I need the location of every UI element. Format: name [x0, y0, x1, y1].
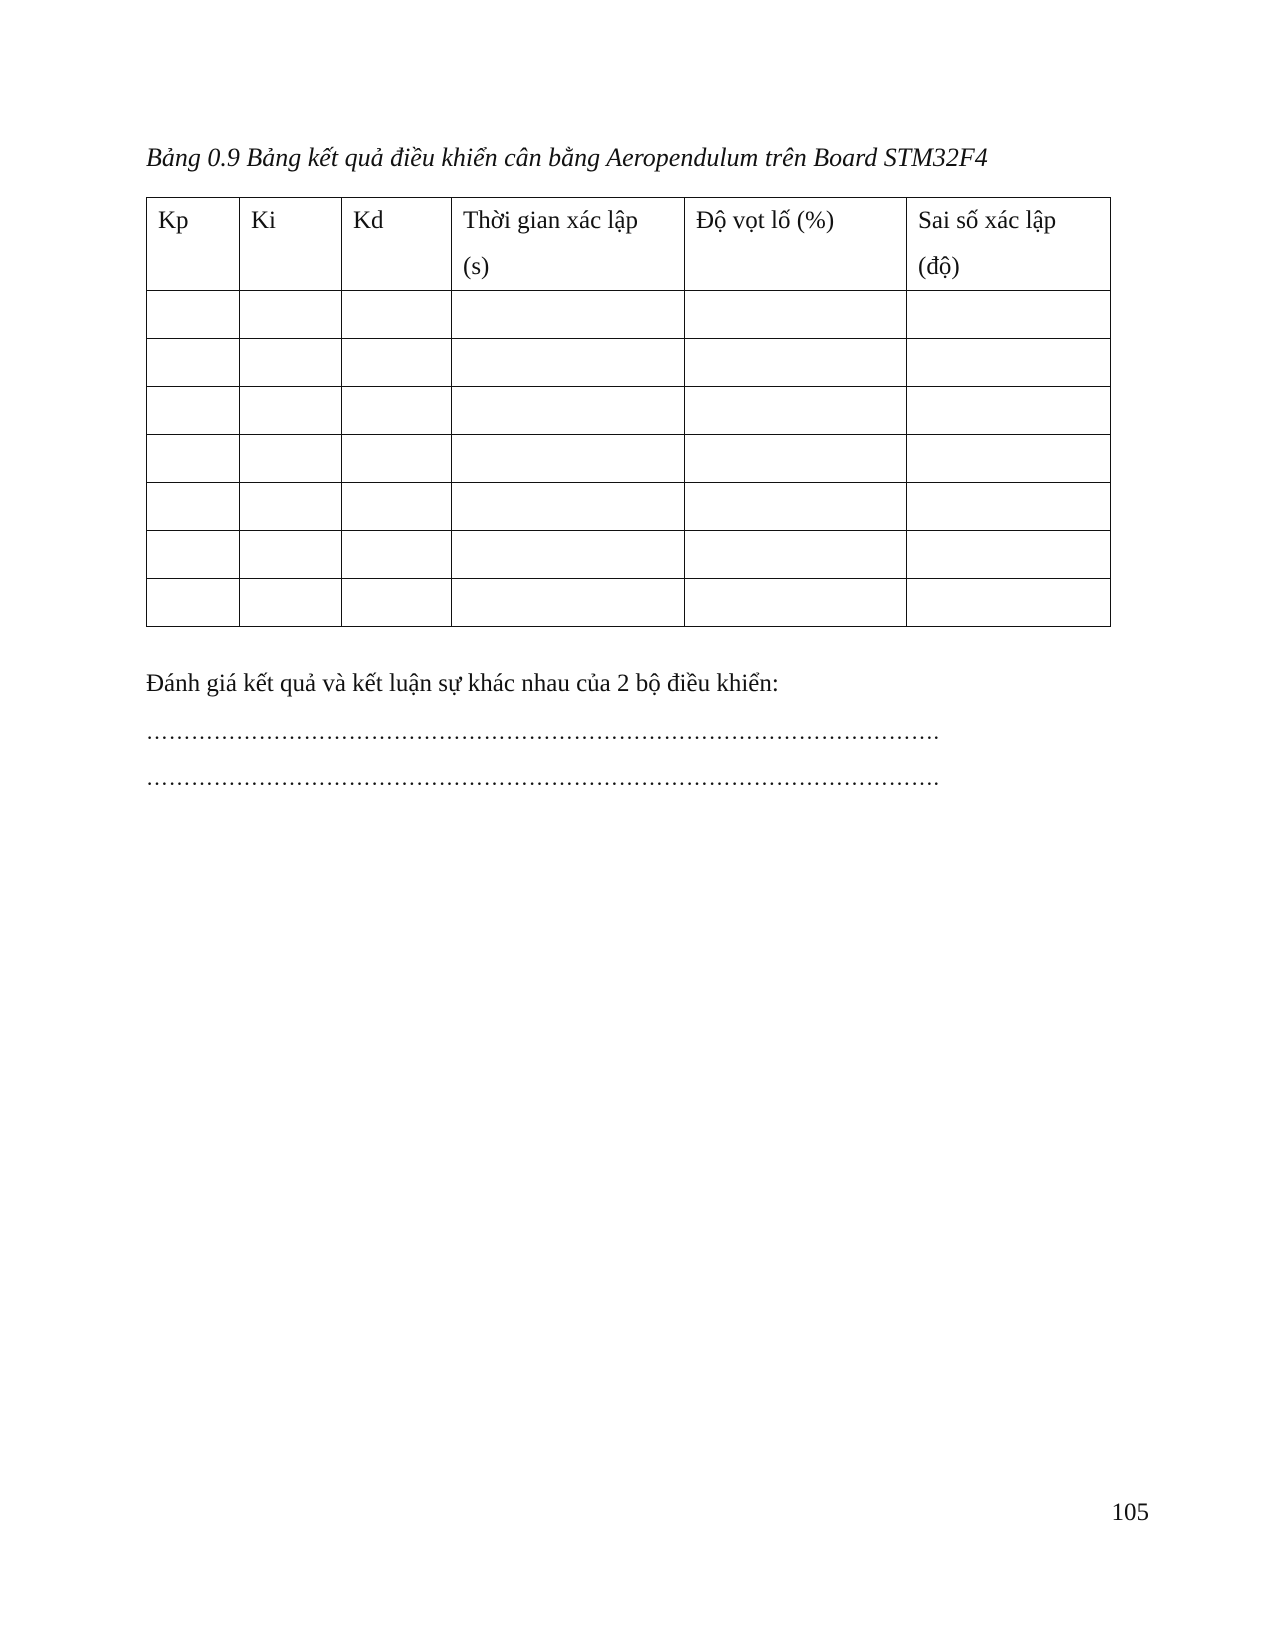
table-cell [685, 483, 907, 531]
page-number: 105 [1111, 1499, 1149, 1526]
table-cell [342, 339, 452, 387]
table-cell [452, 387, 685, 435]
table-cell [147, 579, 240, 627]
table-cell [452, 339, 685, 387]
table-row [147, 435, 1111, 483]
table-caption: Bảng 0.9 Bảng kết quả điều khiển cân bằng Aeropendulum trên Board STM32F4 [146, 143, 988, 172]
header-settling-time: Thời gian xác lập (s) [452, 198, 685, 291]
evaluation-prompt: Đánh giá kết quả và kết luận sự khác nhau của 2 bộ điều khiển: [146, 670, 779, 697]
table-cell [685, 579, 907, 627]
table-row [147, 339, 1111, 387]
header-steady-state-error: Sai số xác lập (độ) [907, 198, 1111, 291]
table-cell [907, 531, 1111, 579]
table-cell [147, 291, 240, 339]
table-row [147, 291, 1111, 339]
table-cell [342, 435, 452, 483]
table-cell [685, 387, 907, 435]
table-row [147, 531, 1111, 579]
table-cell [685, 291, 907, 339]
table-cell [147, 435, 240, 483]
table-cell [240, 387, 342, 435]
table-cell [685, 435, 907, 483]
table-cell [240, 435, 342, 483]
table-cell [240, 291, 342, 339]
table-cell [342, 579, 452, 627]
table-row [147, 579, 1111, 627]
table-header-row [147, 198, 1111, 291]
table-cell [452, 435, 685, 483]
table-cell [342, 291, 452, 339]
table-cell [907, 579, 1111, 627]
table-cell [342, 531, 452, 579]
answer-line-2: ……………………………………………………………………………………………. [146, 765, 940, 790]
header-kd: Kd [342, 198, 452, 291]
table-cell [240, 483, 342, 531]
table-cell [342, 483, 452, 531]
table-cell [452, 531, 685, 579]
table-cell [240, 579, 342, 627]
table-cell [452, 291, 685, 339]
table-cell [240, 531, 342, 579]
table-cell [147, 387, 240, 435]
header-overshoot: Độ vọt lố (%) [685, 198, 907, 291]
table-cell [147, 339, 240, 387]
table-row [147, 387, 1111, 435]
table-cell [685, 339, 907, 387]
table-cell [147, 483, 240, 531]
table-row [147, 483, 1111, 531]
table-cell [907, 387, 1111, 435]
table-cell [240, 339, 342, 387]
header-ki: Ki [240, 198, 342, 291]
table-cell [907, 339, 1111, 387]
table-cell [907, 435, 1111, 483]
table-cell [452, 579, 685, 627]
table-cell [685, 531, 907, 579]
table-cell [907, 291, 1111, 339]
table-cell [147, 531, 240, 579]
table-cell [342, 387, 452, 435]
answer-line-1: ……………………………………………………………………………………………. [146, 719, 940, 744]
table-cell [907, 483, 1111, 531]
table-cell [452, 483, 685, 531]
header-kp: Kp [147, 198, 240, 291]
results-table [146, 197, 1111, 627]
